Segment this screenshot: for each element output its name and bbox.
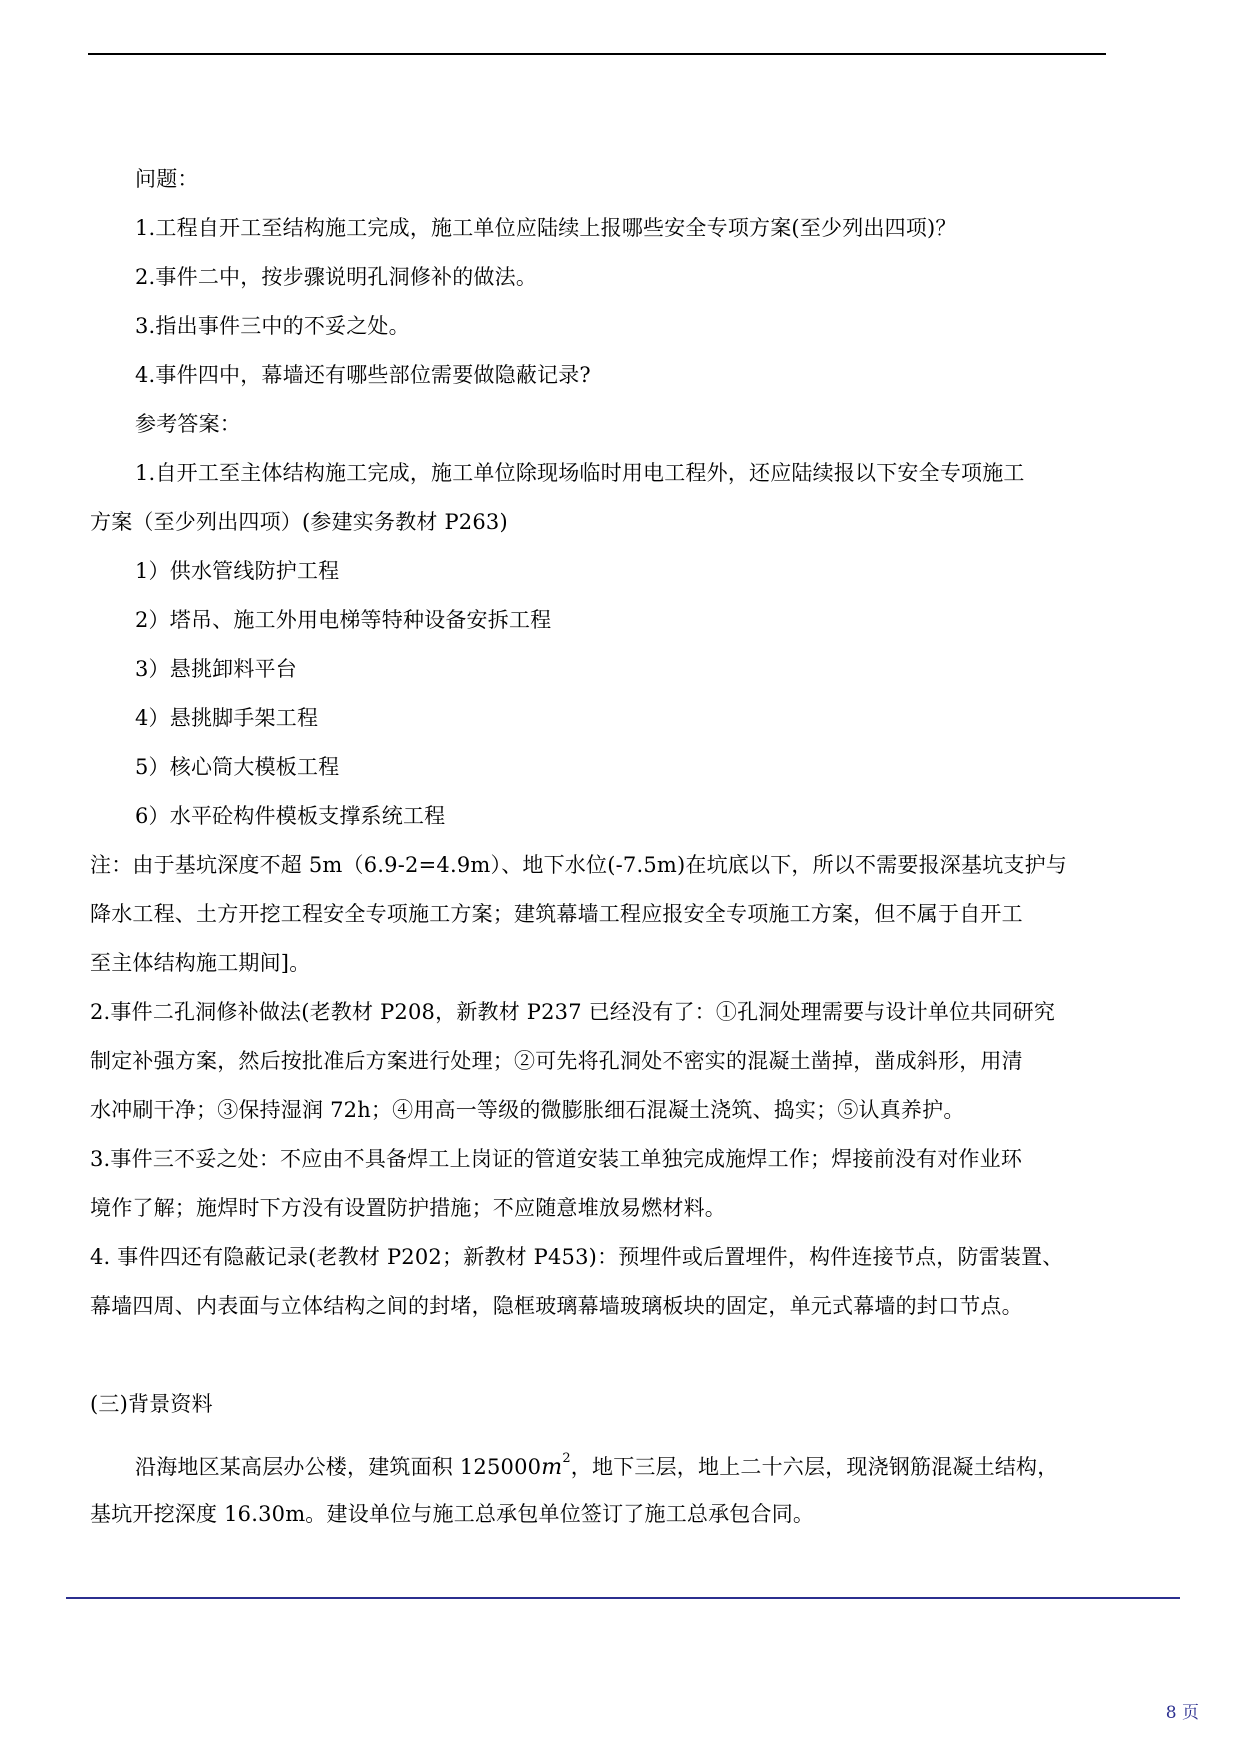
answer-3-line-2: 境作了解；施焊时下方没有设置防护措施；不应随意堆放易燃材料。	[90, 1196, 726, 1220]
answers-heading: 参考答案：	[135, 412, 241, 436]
answer-1-item: 3）悬挑卸料平台	[135, 657, 297, 681]
section-3-text-a: 沿海地区某高层办公楼，建筑面积 125000	[135, 1455, 542, 1479]
answer-2-line-3: 水冲刷干净；③保持湿润 72h；④用高一等级的微膨胀细石混凝土浇筑、捣实；⑤认真养护。	[90, 1098, 965, 1122]
note-line-2: 降水工程、土方开挖工程安全专项施工方案；建筑幕墙工程应报安全专项施工方案，但不属于自开工	[90, 902, 1023, 926]
area-unit-exponent: 2	[562, 1451, 571, 1466]
answer-2-line-2: 制定补强方案，然后按批准后方案进行处理；②可先将孔洞处不密实的混凝土凿掉，凿成斜形，用清	[90, 1049, 1023, 1073]
answer-1-item: 2）塔吊、施工外用电梯等特种设备安拆工程	[135, 608, 552, 632]
answer-4-line-2: 幕墙四周、内表面与立体结构之间的封堵，隐框玻璃幕墙玻璃板块的固定，单元式幕墙的封口节点。	[90, 1294, 1023, 1318]
answer-4-line-1: 4. 事件四还有隐蔽记录(老教材 P202；新教材 P453)：预埋件或后置埋件，构件连接节点，防雷装置、	[90, 1245, 1064, 1269]
section-3-paragraph-line-2: 基坑开挖深度 16.30m。建设单位与施工总承包单位签订了施工总承包合同。	[90, 1502, 815, 1526]
answer-1-item: 6）水平砼构件模板支撑系统工程	[135, 804, 446, 828]
page-number: 8 页	[1165, 1703, 1199, 1723]
answer-1-item: 1）供水管线防护工程	[135, 559, 340, 583]
area-unit	[541, 1451, 571, 1480]
answer-3-line-1: 3.事件三不妥之处：不应由不具备焊工上岗证的管道安装工单独完成施焊工作；焊接前没有对作业环	[90, 1147, 1023, 1171]
section-3-paragraph-line-1	[135, 1445, 1058, 1482]
answer-1-item: 4）悬挑脚手架工程	[135, 706, 319, 730]
answer-1-line-1: 1.自开工至主体结构施工完成，施工单位除现场临时用电工程外，还应陆续报以下安全专项施工	[135, 461, 1025, 485]
footer-rule	[66, 1597, 1180, 1599]
question-1: 1.工程自开工至结构施工完成，施工单位应陆续上报哪些安全专项方案(至少列出四项)？	[135, 216, 957, 240]
answer-1-item: 5）核心筒大模板工程	[135, 755, 340, 779]
section-3-heading: (三)背景资料	[90, 1392, 213, 1416]
answer-2-line-1: 2.事件二孔洞修补做法(老教材 P208，新教材 P237 已经没有了：①孔洞处理需要与设计单位共同研究	[90, 1000, 1056, 1024]
question-2: 2.事件二中，按步骤说明孔洞修补的做法。	[135, 265, 538, 289]
question-4: 4.事件四中，幕墙还有哪些部位需要做隐蔽记录?	[135, 363, 591, 387]
answer-1-line-2: 方案（至少列出四项）(参建实务教材 P263)	[90, 510, 508, 534]
note-line-1: 注：由于基坑深度不超 5m（6.9-2=4.9m）、地下水位(-7.5m)在坑底以下，所以不需要报深基坑支护与	[90, 853, 1067, 877]
note-line-3: 至主体结构施工期间]。	[90, 951, 311, 975]
area-unit-m: m	[541, 1455, 563, 1480]
questions-heading: 问题：	[135, 167, 199, 191]
section-3-text-b: ，地下三层，地上二十六层，现浇钢筋混凝土结构，	[570, 1455, 1059, 1479]
question-3: 3.指出事件三中的不妥之处。	[135, 314, 410, 338]
